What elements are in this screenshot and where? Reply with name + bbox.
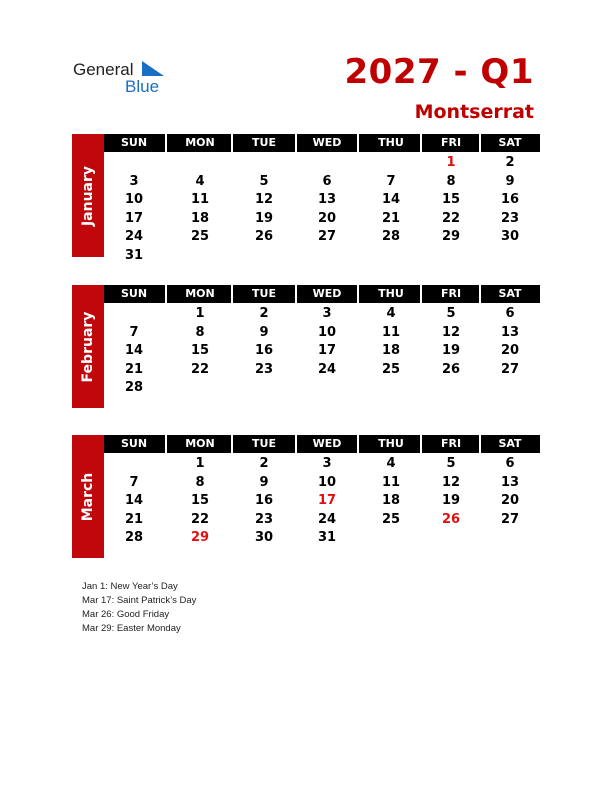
day-cell: 2 [259, 456, 269, 471]
day-cell: 22 [190, 361, 210, 377]
day-cell: 28 [124, 380, 144, 395]
weekday-divider [420, 435, 422, 453]
day-cell: 31 [124, 247, 144, 263]
day-cell: 2 [505, 155, 515, 170]
day-cell: 7 [129, 474, 139, 490]
weekday-sun: SUN [120, 136, 148, 149]
day-cell: 26 [441, 361, 461, 377]
weekday-divider [295, 285, 297, 303]
day-cell: 3 [322, 306, 332, 321]
logo-text-general: General [73, 60, 134, 79]
day-cell: 19 [254, 210, 274, 226]
day-cell: 16 [500, 192, 520, 207]
day-cell: 27 [317, 229, 337, 244]
day-cell: 19 [441, 343, 461, 358]
weekday-divider [231, 134, 233, 152]
weekday-divider [357, 435, 359, 453]
weekday-divider [231, 435, 233, 453]
weekday-divider [295, 435, 297, 453]
weekday-sun: SUN [120, 287, 148, 300]
country-name: Montserrat [414, 101, 534, 123]
page-title: 2027 - Q1 [344, 52, 534, 92]
day-cell: 21 [124, 361, 144, 377]
holiday-item: Jan 1: New Year’s Day [82, 581, 178, 592]
day-cell: 1 [195, 456, 205, 471]
day-cell: 13 [500, 474, 520, 490]
weekday-divider [479, 435, 481, 453]
day-cell: 9 [259, 324, 269, 340]
day-cell: 10 [317, 324, 337, 340]
day-cell: 27 [500, 361, 520, 377]
day-cell: 8 [446, 173, 456, 189]
day-cell: 2 [259, 306, 269, 321]
day-cell: 25 [381, 511, 401, 527]
day-cell: 5 [259, 173, 269, 189]
day-cell: 26 [441, 511, 461, 527]
weekday-divider [357, 134, 359, 152]
weekday-fri: FRI [440, 437, 462, 450]
day-cell: 14 [124, 343, 144, 358]
weekday-divider [231, 285, 233, 303]
day-cell: 31 [317, 530, 337, 545]
day-cell: 23 [500, 210, 520, 226]
day-cell: 20 [500, 493, 520, 508]
day-cell: 17 [124, 210, 144, 226]
day-cell: 7 [386, 173, 396, 189]
holiday-item: Mar 29: Easter Monday [82, 623, 181, 634]
day-cell: 12 [254, 192, 274, 207]
logo-text-blue: Blue [125, 77, 160, 96]
weekday-tue: TUE [252, 437, 276, 450]
day-cell: 29 [441, 229, 461, 244]
weekday-divider [479, 285, 481, 303]
weekday-divider [420, 285, 422, 303]
day-cell: 9 [259, 474, 269, 490]
day-cell: 10 [317, 474, 337, 490]
day-cell: 3 [129, 173, 139, 189]
holiday-item: Mar 17: Saint Patrick’s Day [82, 595, 197, 606]
day-cell: 24 [317, 511, 337, 527]
day-cell: 8 [195, 324, 205, 340]
day-cell: 14 [124, 493, 144, 508]
day-cell: 6 [322, 173, 332, 189]
weekday-thu: THU [378, 287, 404, 300]
weekday-divider [357, 285, 359, 303]
day-cell: 5 [446, 306, 456, 321]
weekday-header [104, 285, 540, 303]
day-cell: 20 [317, 210, 337, 226]
day-cell: 22 [190, 511, 210, 527]
weekday-tue: TUE [252, 287, 276, 300]
day-cell: 11 [381, 474, 401, 490]
day-cell: 19 [441, 493, 461, 508]
weekday-sat: SAT [498, 437, 522, 450]
day-cell: 21 [381, 210, 401, 226]
weekday-mon: MON [185, 287, 215, 300]
day-cell: 7 [129, 324, 139, 340]
weekday-divider [295, 134, 297, 152]
holiday-list [82, 580, 196, 636]
day-cell: 24 [317, 361, 337, 377]
day-cell: 25 [190, 229, 210, 244]
day-cell: 3 [322, 456, 332, 471]
month-label-tab [72, 134, 104, 257]
holiday-item: Mar 26: Good Friday [82, 609, 170, 620]
day-cell: 28 [124, 530, 144, 545]
weekday-sat: SAT [498, 287, 522, 300]
weekday-divider [479, 134, 481, 152]
day-cell: 11 [381, 324, 401, 340]
weekday-wed: WED [312, 136, 342, 149]
day-cell: 9 [505, 173, 515, 189]
day-cell: 18 [381, 493, 401, 508]
day-cell: 6 [505, 456, 515, 471]
day-cell: 4 [386, 306, 396, 321]
day-cell: 17 [317, 343, 337, 358]
day-cell: 23 [254, 361, 274, 377]
day-cell: 13 [317, 192, 337, 207]
day-cell: 1 [195, 306, 205, 321]
day-cell: 18 [190, 210, 210, 226]
day-cell: 1 [446, 155, 456, 170]
month-january [72, 134, 540, 263]
day-cell: 4 [195, 173, 205, 189]
day-cell: 29 [190, 530, 210, 545]
day-cell: 27 [500, 511, 520, 527]
day-cell: 5 [446, 456, 456, 471]
weekday-tue: TUE [252, 136, 276, 149]
day-cell: 4 [386, 456, 396, 471]
month-march [72, 435, 540, 558]
weekday-mon: MON [185, 136, 215, 149]
day-cell: 30 [500, 229, 520, 244]
month-label-tab [72, 435, 104, 558]
day-cell: 12 [441, 324, 461, 340]
weekday-fri: FRI [440, 287, 462, 300]
day-cell: 6 [505, 306, 515, 321]
weekday-fri: FRI [440, 136, 462, 149]
weekday-header [104, 435, 540, 453]
day-cell: 15 [190, 493, 210, 508]
day-cell: 12 [441, 474, 461, 490]
weekday-divider [165, 435, 167, 453]
weekday-sun: SUN [120, 437, 148, 450]
day-cell: 24 [124, 229, 144, 244]
weekday-divider [165, 285, 167, 303]
day-cell: 13 [500, 324, 520, 340]
weekday-divider [420, 134, 422, 152]
weekday-sat: SAT [498, 136, 522, 149]
day-cell: 28 [381, 229, 401, 244]
day-cell: 21 [124, 511, 144, 527]
day-cell: 23 [254, 511, 274, 527]
day-cell: 25 [381, 361, 401, 377]
day-cell: 14 [381, 192, 401, 207]
month-february [72, 285, 540, 408]
day-cell: 30 [254, 530, 274, 545]
month-name: February [80, 311, 96, 382]
day-cell: 15 [441, 192, 461, 207]
day-cell: 16 [254, 493, 274, 508]
day-cell: 16 [254, 343, 274, 358]
weekday-mon: MON [185, 437, 215, 450]
day-cell: 18 [381, 343, 401, 358]
day-cell: 26 [254, 229, 274, 244]
day-cell: 20 [500, 343, 520, 358]
day-cell: 15 [190, 343, 210, 358]
day-cell: 17 [317, 493, 337, 508]
weekday-thu: THU [378, 136, 404, 149]
month-name: January [80, 165, 96, 226]
day-cell: 8 [195, 474, 205, 490]
day-cell: 22 [441, 210, 461, 226]
weekday-divider [165, 134, 167, 152]
weekday-wed: WED [312, 437, 342, 450]
weekday-header [104, 134, 540, 152]
month-name: March [80, 472, 96, 521]
day-cell: 10 [124, 192, 144, 207]
weekday-wed: WED [312, 287, 342, 300]
day-cell: 11 [190, 192, 210, 207]
logo [73, 60, 173, 96]
month-label-tab [72, 285, 104, 408]
flag-icon [142, 61, 164, 77]
weekday-thu: THU [378, 437, 404, 450]
